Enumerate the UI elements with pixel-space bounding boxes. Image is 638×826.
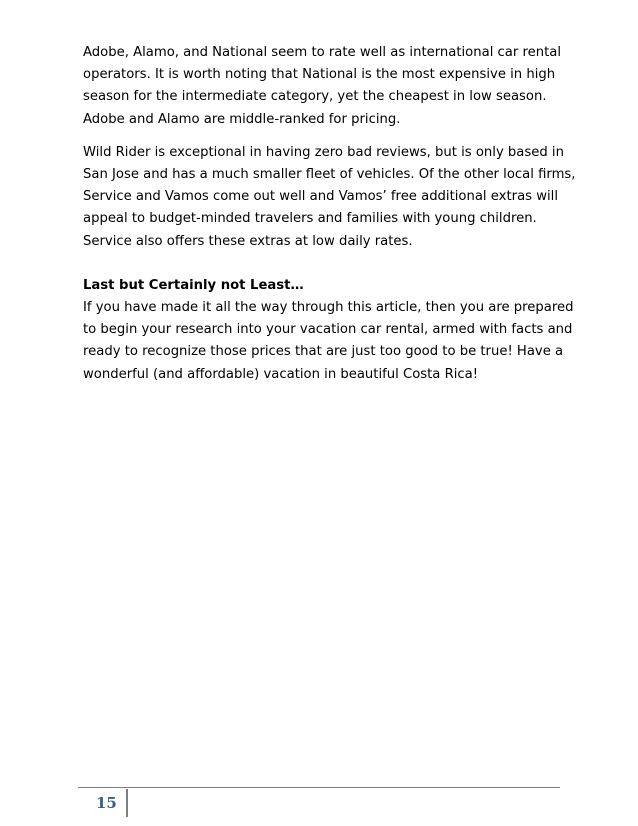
page-number: 15 xyxy=(96,794,117,812)
section-paragraph: If you have made it all the way through this article, then you are prepared to begin your research into your vacation car rental, armed with facts and ready to recognize those prices that are just too good to be true! Have a wonderful (and affordable) vacation in beautiful Costa Rica! xyxy=(83,300,574,382)
page-footer xyxy=(78,787,560,821)
paragraph-car-rental-operators: Adobe, Alamo, and National seem to rate well as international car rental operators. It is worth noting that National is the most expensive in high season for the intermediate category, yet the cheapest in low season. Adobe and Alamo are middle-ranked for pricing. xyxy=(83,45,562,127)
footer-divider xyxy=(126,789,128,817)
document-body xyxy=(83,42,583,386)
section-heading: Last but Certainly not Least… xyxy=(83,277,304,293)
paragraph-local-firms: Wild Rider is exceptional in having zero bad reviews, but is only based in San Jose and has a much smaller fleet of vehicles. Of the other local firms, Service and Vamos come out well and Vamos’ free additional extras will appeal to budget-minded travelers and families with young children. Service also offers these extras at low daily rates. xyxy=(83,144,576,249)
footer-rule xyxy=(78,787,560,788)
